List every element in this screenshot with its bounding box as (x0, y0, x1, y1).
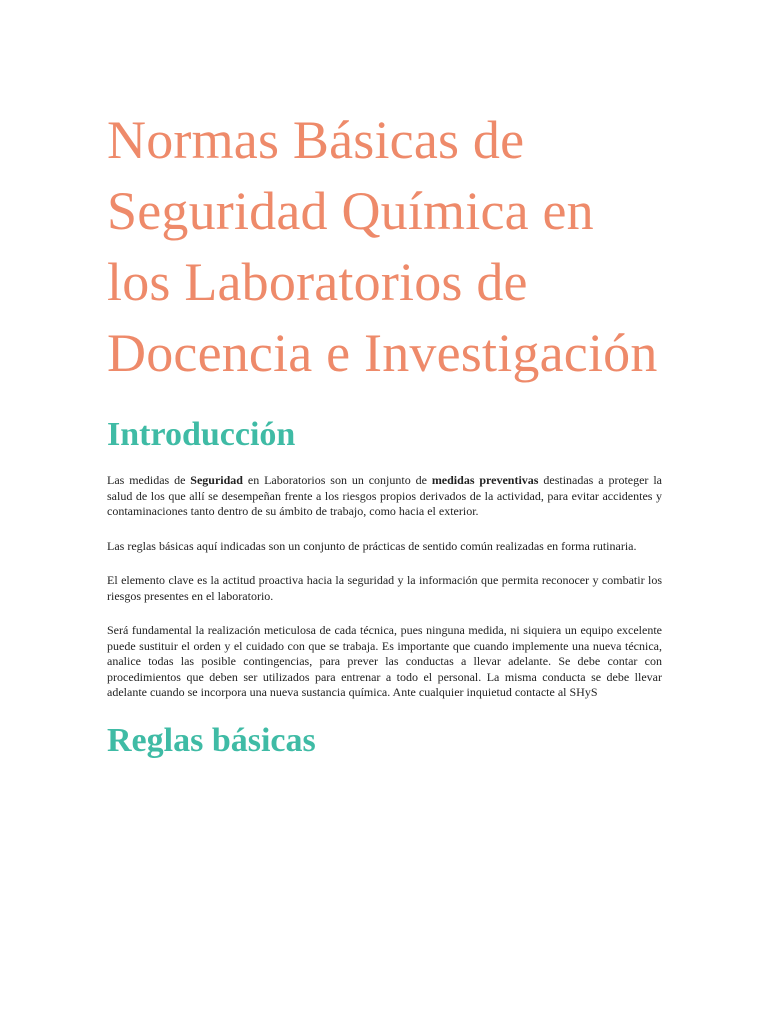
paragraph-text: Las medidas de (107, 473, 191, 487)
section-heading-reglas-basicas: Reglas básicas (107, 721, 316, 759)
document-page (107, 105, 662, 761)
intro-paragraph-2: Las reglas básicas aquí indicadas son un conjunto de prácticas de sentido común realizadas en forma rutinaria. (107, 538, 637, 553)
document-title: Normas Básicas de Seguridad Química en los Laboratorios de Docencia e Investigación (107, 110, 658, 383)
intro-paragraph-3: El elemento clave es la actitud proactiva hacia la seguridad y la información que permita reconocer y combatir los riesgos presentes en el laboratorio. (107, 573, 662, 603)
bold-term-seguridad: Seguridad (190, 473, 243, 487)
paragraph-text: en Laboratorios son un conjunto de (242, 473, 432, 487)
paragraph-text: destinadas a proteger la salud de los que allí se desempeñan frente a los riesgos propios derivados de la actividad, para evitar accidentes y contaminaciones tanto dentro de su ámbito de trabajo, como hacia el exterior. (107, 473, 662, 518)
bold-term-medidas-preventivas: medidas preventivas (431, 473, 539, 487)
intro-paragraph-4: Será fundamental la realización meticulosa de cada técnica, pues ninguna medida, ni siquiera un equipo excelente puede sustituir el orden y el cuidado con que se trabaja. Es importante que cuando implemente una nueva técnica, analice todas las posible contingencias, para prever las conductas a llevar adelante. Se debe contar con procedimientos que deben ser utilizados para entrenar a todo el personal. La misma conducta se debe llevar adelante cuando se incorpora una nueva sustancia química. Ante cualquier inquietud contacte al SHyS (107, 623, 662, 699)
section-heading-introduccion: Introducción (107, 416, 296, 453)
intro-paragraph-1 (107, 473, 662, 520)
